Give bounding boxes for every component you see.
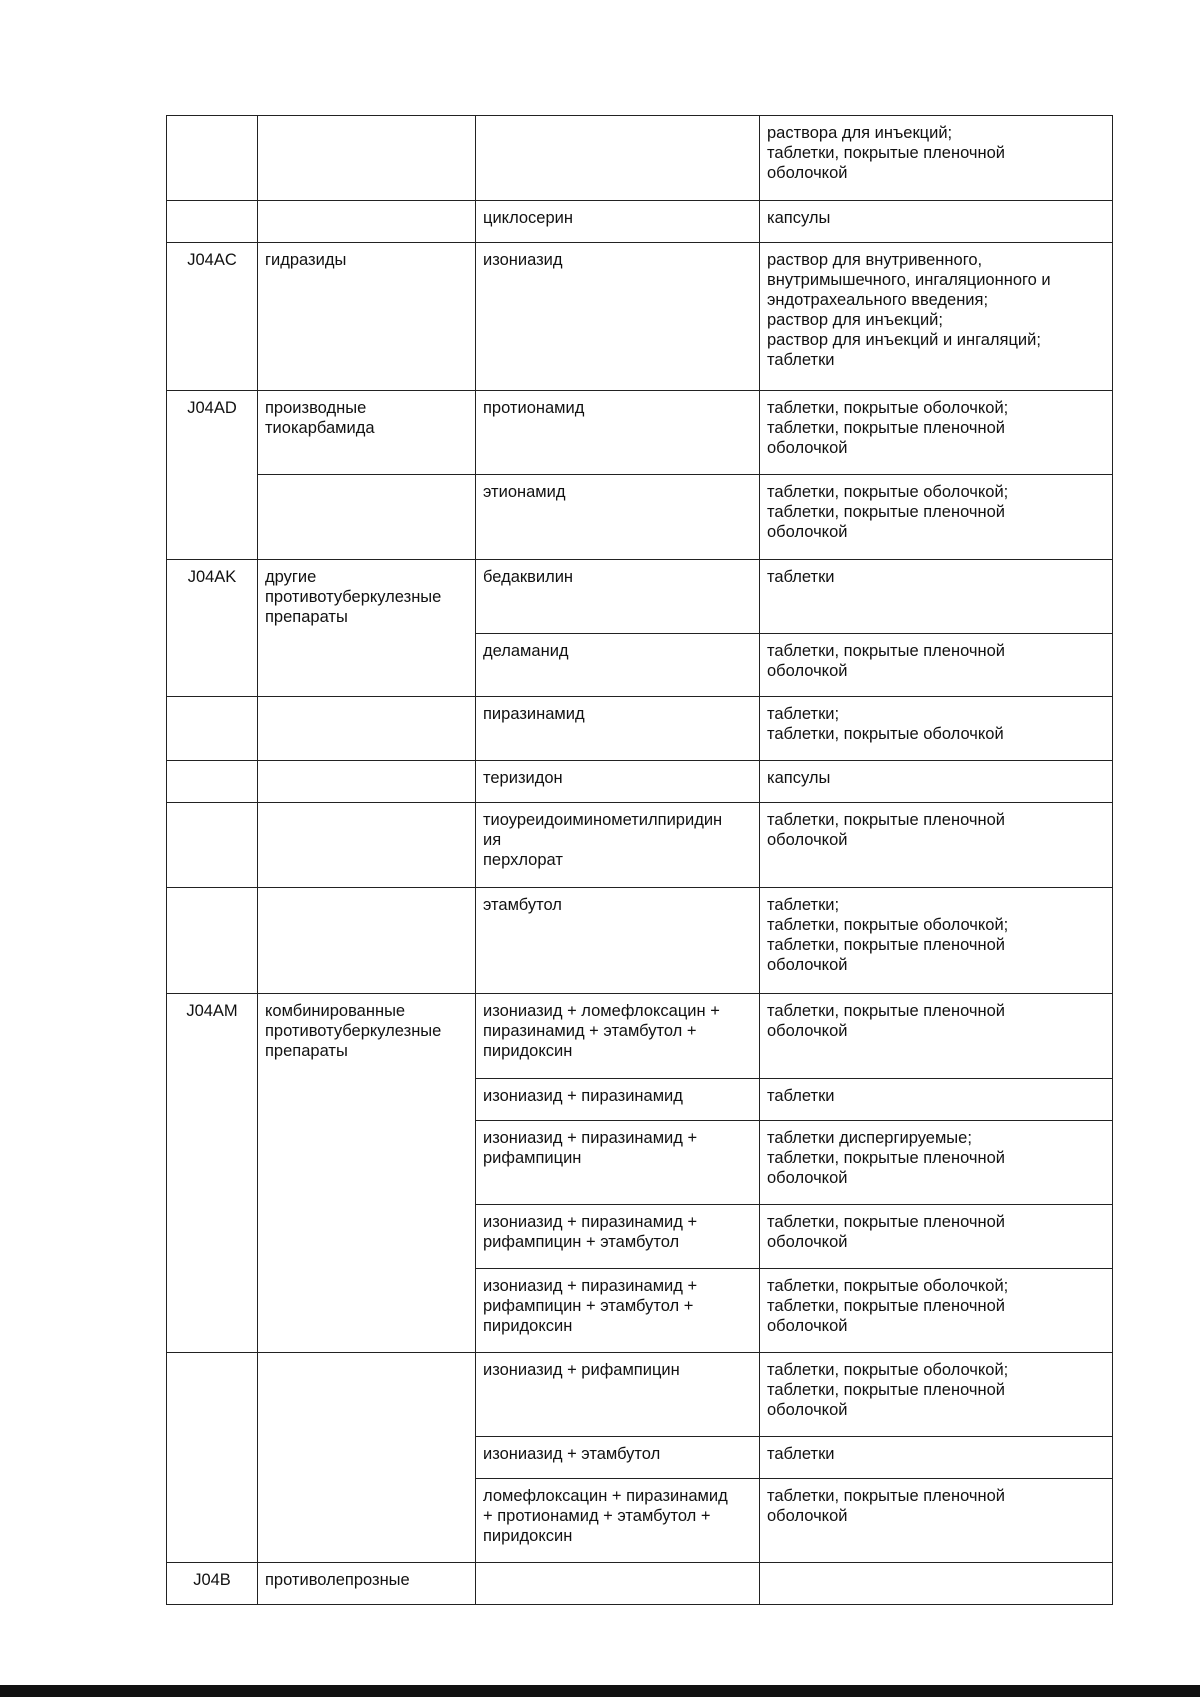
dosage-form-cell: капсулы bbox=[760, 201, 1113, 243]
table-row bbox=[167, 201, 1113, 243]
group-cell bbox=[258, 760, 476, 802]
drug-cell: протионамид bbox=[476, 391, 760, 475]
atc-code-cell bbox=[167, 760, 258, 802]
dosage-form-cell: капсулы bbox=[760, 760, 1113, 802]
atc-code-cell bbox=[167, 116, 258, 201]
group-cell bbox=[258, 116, 476, 201]
table-row bbox=[167, 1436, 1113, 1478]
group-cell bbox=[258, 1078, 476, 1120]
atc-code-cell bbox=[167, 887, 258, 993]
table-row bbox=[167, 887, 1113, 993]
table-row bbox=[167, 993, 1113, 1078]
dosage-form-cell: раствор для внутривенного, внутримышечного, ингаляционного и эндотрахеального введения; раствор для инъекций; раствор для инъекций и ингаляций; таблетки bbox=[760, 243, 1113, 391]
atc-code-cell bbox=[167, 475, 258, 560]
group-cell bbox=[258, 887, 476, 993]
atc-code-cell bbox=[167, 1204, 258, 1268]
group-cell bbox=[258, 1352, 476, 1436]
dosage-form-cell: таблетки, покрытые оболочкой; таблетки, покрытые пленочной оболочкой bbox=[760, 391, 1113, 475]
dosage-form-cell: таблетки; таблетки, покрытые оболочкой; таблетки, покрытые пленочной оболочкой bbox=[760, 887, 1113, 993]
drug-cell: изониазид + этамбутол bbox=[476, 1436, 760, 1478]
atc-code-cell bbox=[167, 633, 258, 696]
drug-cell: пиразинамид bbox=[476, 696, 760, 760]
group-cell bbox=[258, 1204, 476, 1268]
drug-cell: изониазид + рифампицин bbox=[476, 1352, 760, 1436]
dosage-form-cell: таблетки bbox=[760, 1078, 1113, 1120]
table-row bbox=[167, 1078, 1113, 1120]
group-cell bbox=[258, 1120, 476, 1204]
atc-code-cell bbox=[167, 1436, 258, 1478]
table-row bbox=[167, 1562, 1113, 1604]
group-cell bbox=[258, 633, 476, 696]
table-row bbox=[167, 633, 1113, 696]
group-cell bbox=[258, 1268, 476, 1352]
drug-cell: изониазид + пиразинамид + рифампицин + этамбутол + пиридоксин bbox=[476, 1268, 760, 1352]
drug-cell: изониазид bbox=[476, 243, 760, 391]
atc-code-cell bbox=[167, 1352, 258, 1436]
table-row bbox=[167, 1120, 1113, 1204]
dosage-form-cell: таблетки диспергируемые; таблетки, покрытые пленочной оболочкой bbox=[760, 1120, 1113, 1204]
drug-cell: бедаквилин bbox=[476, 560, 760, 634]
atc-code-cell bbox=[167, 1478, 258, 1562]
drug-cell: изониазид + пиразинамид + рифампицин bbox=[476, 1120, 760, 1204]
table-row bbox=[167, 760, 1113, 802]
drug-cell: ломефлоксацин + пиразинамид + протионамид + этамбутол + пиридоксин bbox=[476, 1478, 760, 1562]
group-cell bbox=[258, 1478, 476, 1562]
drug-cell: изониазид + пиразинамид bbox=[476, 1078, 760, 1120]
table-row bbox=[167, 1352, 1113, 1436]
dosage-form-cell: таблетки, покрытые пленочной оболочкой bbox=[760, 802, 1113, 887]
dosage-form-cell bbox=[760, 1562, 1113, 1604]
dosage-form-cell: таблетки, покрытые пленочной оболочкой bbox=[760, 1478, 1113, 1562]
dosage-form-cell: таблетки, покрытые оболочкой; таблетки, покрытые пленочной оболочкой bbox=[760, 475, 1113, 560]
table-row bbox=[167, 116, 1113, 201]
atc-code-cell bbox=[167, 1268, 258, 1352]
dosage-form-cell: таблетки bbox=[760, 1436, 1113, 1478]
dosage-form-cell: таблетки, покрытые пленочной оболочкой bbox=[760, 633, 1113, 696]
atc-code-cell: J04AD bbox=[167, 391, 258, 475]
group-cell bbox=[258, 696, 476, 760]
dosage-form-cell: таблетки, покрытые оболочкой; таблетки, покрытые пленочной оболочкой bbox=[760, 1352, 1113, 1436]
table-row bbox=[167, 243, 1113, 391]
table-row bbox=[167, 560, 1113, 634]
group-cell: производные тиокарбамида bbox=[258, 391, 476, 475]
group-cell: другие противотуберкулезные препараты bbox=[258, 560, 476, 634]
atc-code-cell: J04AC bbox=[167, 243, 258, 391]
drug-table bbox=[166, 115, 1113, 1605]
group-cell bbox=[258, 802, 476, 887]
table-row bbox=[167, 475, 1113, 560]
atc-code-cell bbox=[167, 1078, 258, 1120]
dosage-form-cell: таблетки, покрытые пленочной оболочкой bbox=[760, 1204, 1113, 1268]
drug-cell: циклосерин bbox=[476, 201, 760, 243]
drug-cell: изониазид + пиразинамид + рифампицин + этамбутол bbox=[476, 1204, 760, 1268]
group-cell bbox=[258, 1436, 476, 1478]
table-row bbox=[167, 1478, 1113, 1562]
table-row bbox=[167, 802, 1113, 887]
table-row bbox=[167, 696, 1113, 760]
drug-cell: теризидон bbox=[476, 760, 760, 802]
group-cell: комбинированные противотуберкулезные препараты bbox=[258, 993, 476, 1078]
atc-code-cell: J04AM bbox=[167, 993, 258, 1078]
group-cell bbox=[258, 201, 476, 243]
atc-code-cell bbox=[167, 201, 258, 243]
atc-code-cell: J04B bbox=[167, 1562, 258, 1604]
table-row bbox=[167, 391, 1113, 475]
dosage-form-cell: таблетки bbox=[760, 560, 1113, 634]
atc-code-cell: J04AK bbox=[167, 560, 258, 634]
group-cell: противолепрозные bbox=[258, 1562, 476, 1604]
drug-cell: изониазид + ломефлоксацин + пиразинамид + этамбутол + пиридоксин bbox=[476, 993, 760, 1078]
drug-cell: этамбутол bbox=[476, 887, 760, 993]
drug-cell: этионамид bbox=[476, 475, 760, 560]
dosage-form-cell: раствора для инъекций; таблетки, покрытые пленочной оболочкой bbox=[760, 116, 1113, 201]
drug-cell bbox=[476, 116, 760, 201]
group-cell bbox=[258, 475, 476, 560]
group-cell: гидразиды bbox=[258, 243, 476, 391]
drug-cell: тиоуреидоиминометилпиридин ия перхлорат bbox=[476, 802, 760, 887]
dosage-form-cell: таблетки, покрытые оболочкой; таблетки, покрытые пленочной оболочкой bbox=[760, 1268, 1113, 1352]
table-row bbox=[167, 1268, 1113, 1352]
scan-border-bar bbox=[0, 1685, 1200, 1697]
atc-code-cell bbox=[167, 1120, 258, 1204]
atc-code-cell bbox=[167, 696, 258, 760]
drug-cell: деламанид bbox=[476, 633, 760, 696]
drug-cell bbox=[476, 1562, 760, 1604]
atc-code-cell bbox=[167, 802, 258, 887]
dosage-form-cell: таблетки; таблетки, покрытые оболочкой bbox=[760, 696, 1113, 760]
table-row bbox=[167, 1204, 1113, 1268]
dosage-form-cell: таблетки, покрытые пленочной оболочкой bbox=[760, 993, 1113, 1078]
